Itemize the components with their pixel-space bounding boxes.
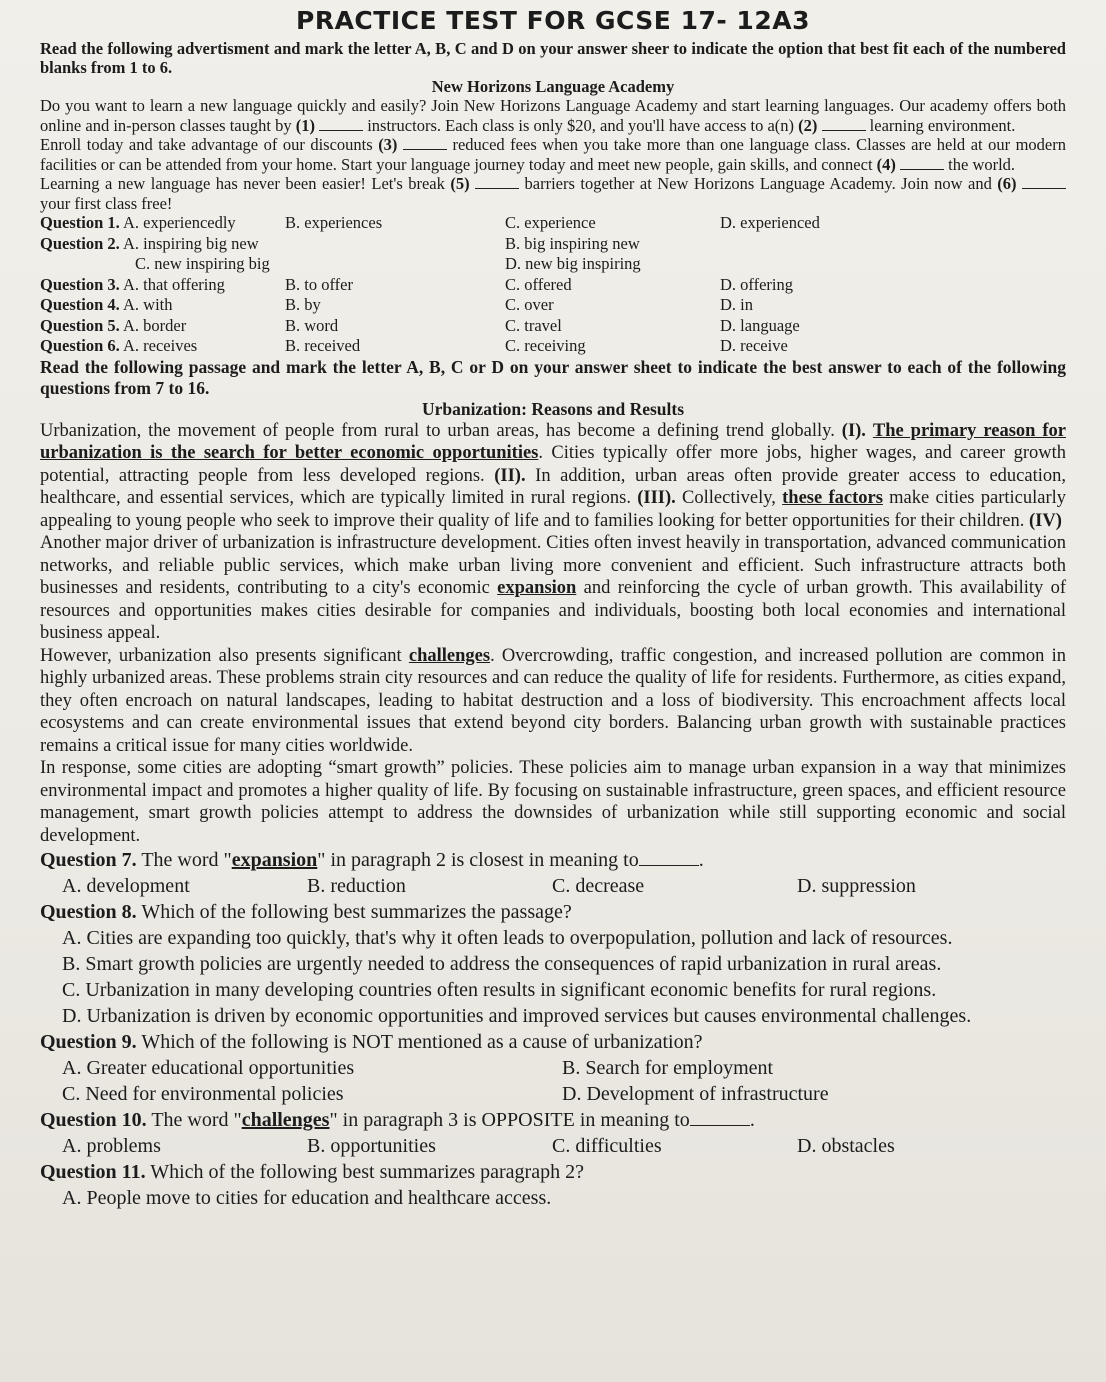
- blank-line: [403, 137, 447, 150]
- blank-line: [900, 157, 944, 170]
- option-d: D. language: [720, 315, 800, 335]
- option-b: B. Smart growth policies are urgently needed to address the consequences of rapid urbanization in rural areas.: [62, 953, 942, 975]
- option-d: D. offering: [720, 274, 794, 294]
- option-b: B. by: [285, 295, 321, 314]
- question-row: Question 5. A. border: [40, 315, 187, 335]
- option-d: D. Development of infrastructure: [562, 1083, 829, 1105]
- blank-number: (1): [295, 115, 315, 135]
- page-title: PRACTICE TEST FOR GCSE 17- 12A3: [296, 6, 810, 35]
- question-row: Question 3. A. that offering: [40, 274, 225, 294]
- question-stem: Question 10. The word "challenges" in paragraph 3 is OPPOSITE in meaning to .: [40, 1109, 755, 1131]
- question-9: [40, 1029, 1066, 1107]
- option-c: C. Urbanization in many developing countries often results in significant economic benefits for rural regions.: [62, 979, 937, 1001]
- option-d: D. receive: [720, 336, 788, 355]
- option-a: A. Greater educational opportunities: [62, 1057, 355, 1079]
- option-b: B. received: [285, 336, 361, 355]
- ad-heading: New Horizons Language Academy: [431, 77, 675, 96]
- option-d: D. obstacles: [797, 1135, 895, 1157]
- passage-paragraph-1: Urbanization, the movement of people from rural to urban areas, has become a defining trend globally. (I). The primary reason for urbanization is the search for better economic opportunities. Cities typically offer more jobs, higher wages, and career growth potential, attracting people from less developed regions. (II). In addition, urban areas often provide greater access to education, healthcare, and essential services, which are typically limited in rural regions. (III). Collectively, these factors make cities particularly appealing to young people who seek to improve their quality of life and to families looking for better opportunities for their children. (IV): [40, 420, 1067, 531]
- passage-paragraph-2: Another major driver of urbanization is infrastructure development. Cities often invest heavily in transportation, advanced communication networks, and reliable public services, which make urban living more convenient and efficient. Such infrastructure attracts both businesses and residents, contributing to a city's economic expansion and reinforcing the cycle of urban growth. This availability of resources and opportunities makes cities desirable for companies and individuals, boosting both local economies and international business appeal.: [40, 533, 1066, 643]
- option-b: B. big inspiring new: [505, 233, 640, 253]
- option-b: B. word: [285, 315, 339, 335]
- marker: (IV): [1028, 510, 1062, 531]
- question-7: [40, 847, 1066, 899]
- option-c: C. Need for environmental policies: [62, 1083, 344, 1105]
- option-b: B. reduction: [307, 875, 406, 897]
- blank-line: [822, 118, 866, 131]
- option-d: D. experienced: [720, 213, 820, 232]
- blank-number: (5): [450, 174, 470, 193]
- option-a: A. development: [62, 875, 190, 897]
- option-a: A. Cities are expanding too quickly, that's why it often leads to overpopulation, pollution and lack of resources.: [62, 927, 953, 949]
- option-a: A. problems: [62, 1135, 161, 1157]
- reading-questions: [40, 847, 1066, 1211]
- blank-number: (4): [876, 154, 896, 174]
- option-c: C. receiving: [505, 336, 586, 355]
- passage-heading: Urbanization: Reasons and Results: [421, 398, 685, 419]
- option-c: C. experience: [505, 213, 596, 232]
- blank-line: [690, 1113, 750, 1126]
- underlined-phrase: these factors: [782, 488, 883, 508]
- option-c: C. offered: [505, 274, 572, 294]
- passage-paragraph-4: In response, some cities are adopting “smart growth” policies. These policies aim to manage urban expansion in a way that minimizes environmental impact and promotes a higher quality of life. By focusing on sustainable infrastructure, green spaces, and efficient resource management, smart growth policies attempt to address the downsides of urbanization while still supporting economic and social development.: [40, 758, 1066, 846]
- blank-number: (6): [997, 174, 1017, 193]
- passage-paragraph-3: However, urbanization also presents significant challenges. Overcrowding, traffic congestion, and increased pollution are common in highly urbanized areas. These problems strain city resources and can reduce the quality of life for residents. Furthermore, as cities expand, they often encroach on natural landscapes, leading to habitat destruction and a loss of biodiversity. This encroachment affects local ecosystems and can create environmental issues that extend beyond city borders. Balancing urban growth with sustainable practices remains a critical issue for many cities worldwide.: [40, 645, 1067, 756]
- part2-instruction: Read the following passage and mark the letter A, B, C or D on your answer sheet to indicate the best answer to each of the following questions from 7 to 16.: [40, 356, 1066, 398]
- question-11: [40, 1159, 1066, 1211]
- ad-paragraph-2: Enroll today and take advantage of our discounts (3) reduced fees when you take more than one language class. Classes are held at our modern facilities or can be attended from your home. Start your language journey today and meet new people, gain skills, and connect (4) the world.: [40, 135, 1067, 174]
- option-d: D. in: [720, 295, 753, 314]
- blank-number: (3): [378, 135, 398, 154]
- marker: (II).: [494, 465, 526, 486]
- question-stem: Question 8. Which of the following best summarizes the passage?: [40, 901, 572, 923]
- blank-line: [475, 176, 519, 189]
- option-b: B. to offer: [285, 274, 353, 294]
- option-c: C. difficulties: [552, 1135, 662, 1157]
- marker: (III).: [637, 488, 676, 508]
- blank-number: (2): [798, 115, 818, 135]
- option-c: C. decrease: [552, 875, 645, 897]
- question-stem: Question 11. Which of the following best summarizes paragraph 2?: [40, 1161, 584, 1183]
- option-b: B. Search for employment: [562, 1057, 774, 1079]
- marker: (I).: [841, 420, 866, 441]
- option-d: D. new big inspiring: [505, 254, 641, 273]
- option-d: D. Urbanization is driven by economic opportunities and improved services but causes environmental challenges.: [62, 1005, 972, 1027]
- option-c: C. travel: [505, 315, 562, 335]
- cloze-questions: [40, 213, 1066, 357]
- ad-paragraph-3: Learning a new language has never been easier! Let's break (5) barriers together at New Horizons Language Academy. Join now and (6) your first class free!: [40, 174, 1066, 213]
- advertisement-text: [40, 96, 1066, 213]
- question-10: [40, 1107, 1066, 1159]
- question-row: Question 4. A. with: [40, 295, 173, 314]
- question-row: Question 6. A. receives: [40, 336, 198, 355]
- blank-line: [319, 118, 363, 131]
- passage: [40, 420, 1066, 848]
- underlined-sentence: The primary reason for urbanization is the search for better economic opportunities: [40, 420, 1067, 463]
- option-d: D. suppression: [797, 875, 916, 897]
- option-b: B. experiences: [285, 213, 383, 232]
- option-c: C. new inspiring big: [135, 254, 270, 273]
- question-stem: Question 9. Which of the following is NOT mentioned as a cause of urbanization?: [40, 1031, 703, 1053]
- option-c: C. over: [505, 295, 554, 314]
- underlined-word: expansion: [497, 578, 577, 598]
- part1-instruction: Read the following advertisment and mark the letter A, B, C and D on your answer sheer to indicate the option that best fit each of the numbered blanks from 1 to 6.: [40, 39, 1066, 77]
- underlined-word: challenges: [408, 645, 491, 666]
- question-row: Question 2. A. inspiring big new: [40, 233, 259, 253]
- blank-line: [639, 853, 699, 866]
- blank-line: [1022, 176, 1066, 189]
- question-stem: Question 7. The word "expansion" in paragraph 2 is closest in meaning to .: [40, 849, 704, 871]
- question-row: Question 1. A. experiencedly: [40, 213, 236, 232]
- option-b: B. opportunities: [307, 1135, 436, 1157]
- option-a: A. People move to cities for education and healthcare access.: [62, 1187, 552, 1209]
- question-8: [40, 899, 1066, 1029]
- ad-paragraph-1: Do you want to learn a new language quickly and easily? Join New Horizons Language Academy and start learning languages. Our academy offers both online and in-person classes taught by (1) instructors. Each class is only $20, and you'll have access to a(n) (2) learning environment.: [40, 96, 1066, 135]
